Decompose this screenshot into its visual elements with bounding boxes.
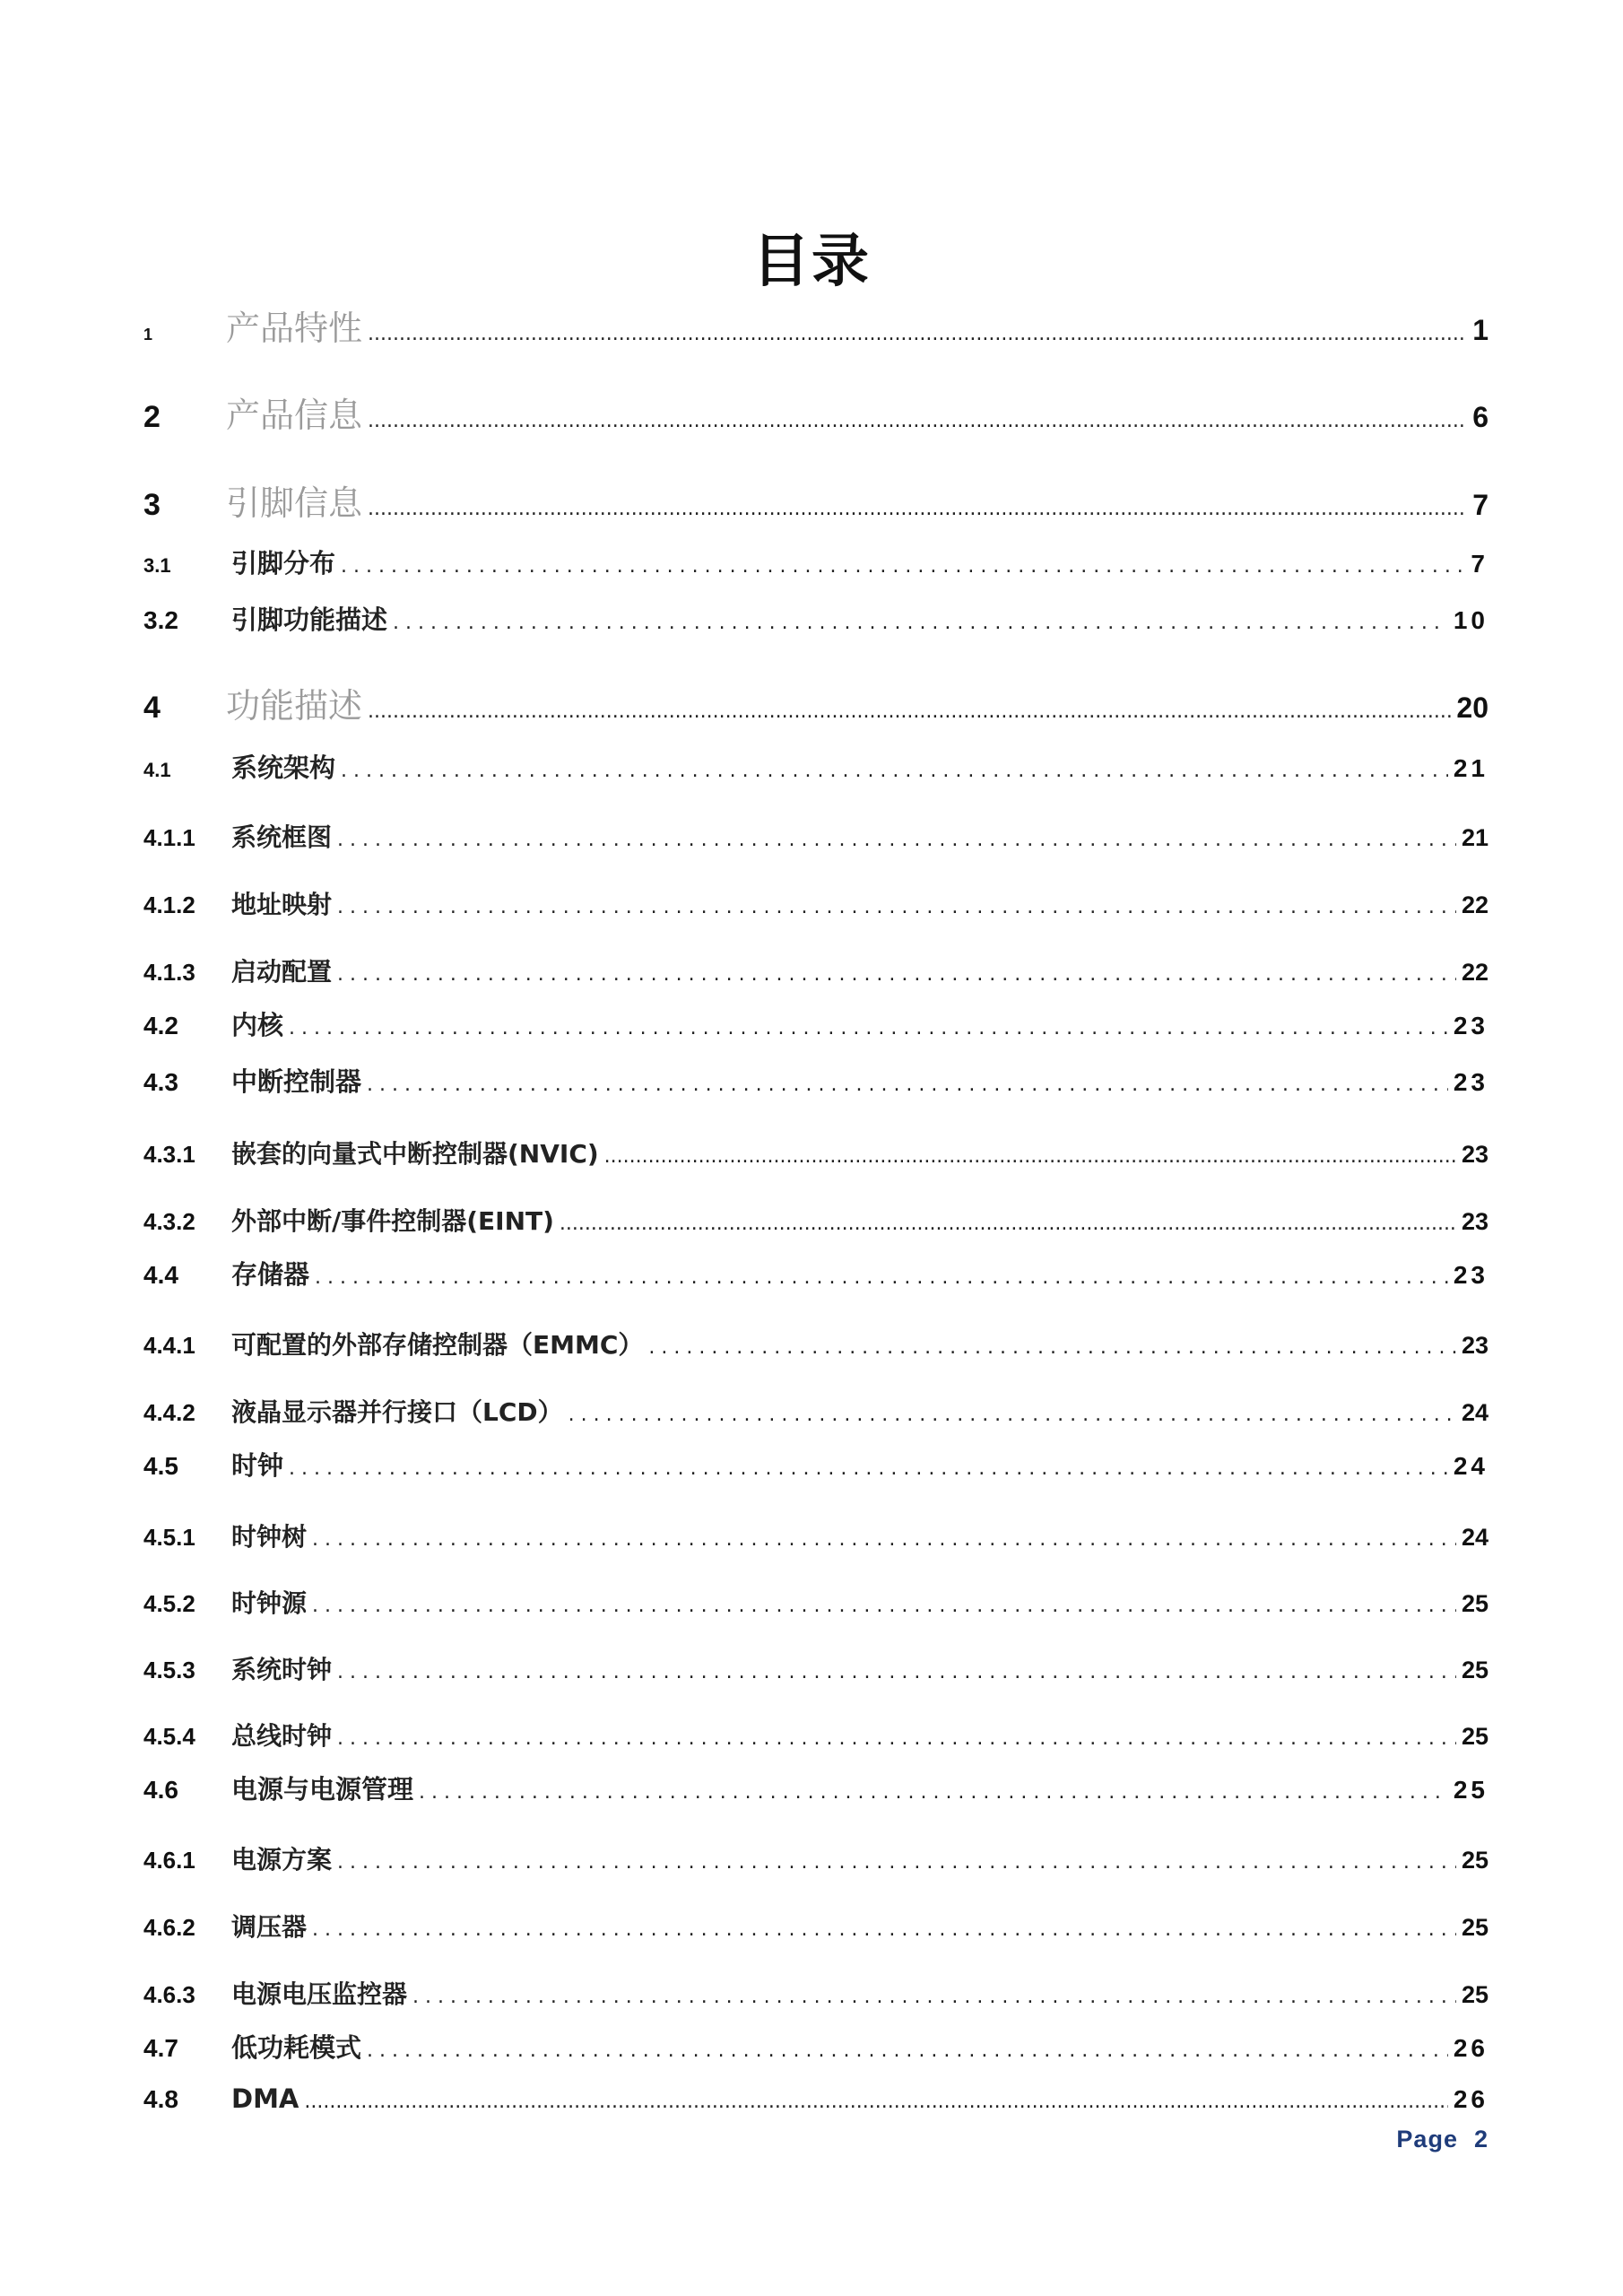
toc-entry-label: 功能描述 bbox=[226, 686, 363, 726]
toc-entry-4-1-1[interactable] bbox=[143, 818, 1488, 854]
toc-entry-label: 时钟树 bbox=[231, 1522, 308, 1552]
toc-entry-number: 4.4 bbox=[143, 1261, 178, 1289]
toc-entry-label: 时钟 bbox=[231, 1450, 284, 1481]
toc-entry-number: 4.4.2 bbox=[143, 1399, 195, 1426]
toc-entry-4-3-1[interactable] bbox=[143, 1135, 1488, 1170]
toc-dot-leader bbox=[304, 2091, 1447, 2113]
table-of-contents bbox=[143, 0, 1488, 2296]
toc-entry-label: 系统框图 bbox=[231, 822, 333, 852]
toc-entry-number: 4.1 bbox=[143, 759, 171, 781]
toc-dot-leader bbox=[368, 700, 1451, 723]
toc-entry-page: 22 bbox=[1461, 959, 1488, 986]
toc-entry-label: 引脚信息 bbox=[226, 483, 363, 523]
toc-entry-number: 3 bbox=[143, 488, 161, 522]
toc-entry-label: 产品信息 bbox=[226, 396, 363, 435]
toc-entry-page: 25 bbox=[1461, 1723, 1488, 1750]
toc-entry-4-2[interactable] bbox=[143, 1005, 1488, 1042]
toc-dot-leader bbox=[289, 1457, 1448, 1480]
toc-entry-label: 调压器 bbox=[231, 1912, 308, 1942]
toc-entry-page: 20 bbox=[1456, 691, 1488, 724]
toc-entry-number: 4.8 bbox=[143, 2085, 178, 2113]
toc-entry-label: 地址映射 bbox=[231, 890, 333, 919]
toc-entry-label: 时钟源 bbox=[231, 1588, 308, 1618]
toc-entry-page: 26 bbox=[1453, 2085, 1488, 2113]
toc-entry-page: 26 bbox=[1453, 2034, 1488, 2062]
toc-entry-number: 4.3.2 bbox=[143, 1208, 195, 1235]
toc-entry-number: 4.6.1 bbox=[143, 1847, 195, 1874]
toc-entry-page: 10 bbox=[1453, 606, 1488, 634]
toc-entry-page: 21 bbox=[1453, 754, 1488, 782]
toc-entry-page: 25 bbox=[1461, 1657, 1488, 1683]
toc-entry-4-5-2[interactable] bbox=[143, 1584, 1488, 1620]
toc-dot-leader bbox=[312, 1918, 1456, 1941]
toc-entry-number: 4.1.1 bbox=[143, 824, 195, 851]
toc-dot-leader bbox=[312, 1528, 1456, 1551]
toc-entry-page: 7 bbox=[1472, 489, 1488, 521]
toc-dot-leader bbox=[337, 963, 1456, 986]
toc-dot-leader bbox=[337, 1727, 1456, 1750]
toc-entry-number: 3.1 bbox=[143, 554, 171, 577]
toc-entry-label: 产品特性 bbox=[226, 309, 363, 348]
toc-dot-leader bbox=[560, 1213, 1456, 1235]
toc-entry-number: 4.5.3 bbox=[143, 1657, 195, 1683]
toc-dot-leader bbox=[337, 829, 1456, 851]
toc-dot-leader bbox=[341, 760, 1448, 782]
toc-entry-label: 电源方案 bbox=[231, 1845, 333, 1874]
toc-entry-4-1-2[interactable] bbox=[143, 885, 1488, 921]
toc-entry-4[interactable] bbox=[143, 678, 1488, 727]
toc-entry-4-5-1[interactable] bbox=[143, 1518, 1488, 1553]
toc-dot-leader bbox=[604, 1145, 1456, 1168]
toc-entry-page: 25 bbox=[1453, 1776, 1488, 1804]
toc-dot-leader bbox=[341, 555, 1465, 578]
toc-entry-page: 25 bbox=[1461, 1914, 1488, 1941]
toc-dot-leader bbox=[393, 612, 1448, 634]
toc-entry-label: 内核 bbox=[231, 1010, 284, 1040]
toc-entry-number: 4.3 bbox=[143, 1068, 178, 1096]
toc-entry-page: 21 bbox=[1461, 824, 1488, 851]
toc-entry-number: 4.1.3 bbox=[143, 959, 195, 986]
toc-entry-number: 4.2 bbox=[143, 1012, 178, 1039]
toc-entry-4-5[interactable] bbox=[143, 1446, 1488, 1483]
toc-entry-page: 23 bbox=[1453, 1261, 1488, 1289]
toc-entry-label: 电源电压监控器 bbox=[231, 1979, 408, 2009]
toc-entry-label: DMA bbox=[231, 2083, 299, 2114]
toc-dot-leader bbox=[337, 1851, 1456, 1874]
toc-entry-label: 液晶显示器并行接口（LCD） bbox=[231, 1397, 563, 1427]
toc-entry-number: 2 bbox=[143, 400, 161, 434]
toc-dot-leader bbox=[367, 2039, 1448, 2062]
toc-dot-leader bbox=[315, 1266, 1448, 1289]
toc-entry-label: 引脚功能描述 bbox=[231, 604, 388, 635]
page-title: 目录 bbox=[752, 229, 871, 295]
toc-entry-number: 4.7 bbox=[143, 2034, 178, 2062]
toc-entry-3[interactable] bbox=[143, 475, 1488, 525]
toc-entry-label: 中断控制器 bbox=[231, 1066, 362, 1097]
toc-entry-number: 1 bbox=[143, 326, 153, 344]
toc-dot-leader bbox=[419, 1781, 1448, 1804]
toc-entry-page: 25 bbox=[1461, 1847, 1488, 1874]
toc-entry-page: 24 bbox=[1461, 1524, 1488, 1551]
toc-entry-label: 外部中断/事件控制器(EINT) bbox=[231, 1206, 554, 1236]
toc-entry-label: 低功耗模式 bbox=[231, 2032, 362, 2063]
toc-dot-leader bbox=[648, 1336, 1456, 1359]
toc-entry-4-5-3[interactable] bbox=[143, 1650, 1488, 1686]
toc-entry-number: 4.5.4 bbox=[143, 1723, 195, 1750]
toc-entry-page: 22 bbox=[1461, 891, 1488, 918]
toc-dot-leader bbox=[368, 323, 1467, 345]
toc-entry-label: 存储器 bbox=[231, 1259, 310, 1290]
toc-entry-page: 24 bbox=[1453, 1452, 1488, 1480]
toc-entry-4-6-3[interactable] bbox=[143, 1975, 1488, 2011]
toc-entry-number: 4.6 bbox=[143, 1776, 178, 1804]
toc-entry-4-1[interactable] bbox=[143, 748, 1488, 785]
toc-entry-page: 23 bbox=[1461, 1141, 1488, 1168]
toc-entry-number: 4.6.3 bbox=[143, 1981, 195, 2008]
toc-entry-4-6[interactable] bbox=[143, 1770, 1488, 1806]
toc-entry-number: 4.5.1 bbox=[143, 1524, 195, 1551]
footer-page-label: Page bbox=[1396, 2126, 1458, 2152]
toc-entry-page: 23 bbox=[1453, 1068, 1488, 1096]
toc-dot-leader bbox=[337, 896, 1456, 918]
toc-entry-4-6-1[interactable] bbox=[143, 1840, 1488, 1876]
toc-entry-page: 25 bbox=[1461, 1590, 1488, 1617]
toc-entry-label: 嵌套的向量式中断控制器(NVIC) bbox=[231, 1139, 599, 1169]
toc-entry-3-1[interactable] bbox=[143, 544, 1488, 580]
toc-entry-2[interactable] bbox=[143, 387, 1488, 437]
toc-entry-4-4-1[interactable] bbox=[143, 1326, 1488, 1361]
toc-entry-label: 系统时钟 bbox=[231, 1655, 333, 1684]
toc-entry-label: 电源与电源管理 bbox=[231, 1774, 414, 1805]
toc-entry-1[interactable] bbox=[143, 300, 1488, 350]
toc-entry-page: 6 bbox=[1472, 401, 1488, 433]
toc-entry-page: 23 bbox=[1461, 1332, 1488, 1359]
toc-entry-4-7[interactable] bbox=[143, 2028, 1488, 2065]
toc-entry-page: 25 bbox=[1461, 1981, 1488, 2008]
footer-page-number: 2 bbox=[1473, 2126, 1488, 2152]
toc-dot-leader bbox=[568, 1404, 1456, 1426]
toc-entry-label: 启动配置 bbox=[231, 957, 333, 987]
page-footer bbox=[1396, 2126, 1488, 2153]
toc-entry-number: 3.2 bbox=[143, 606, 178, 634]
toc-entry-page: 23 bbox=[1453, 1012, 1488, 1039]
toc-entry-label: 引脚分布 bbox=[231, 548, 336, 578]
toc-entry-4-4-2[interactable] bbox=[143, 1393, 1488, 1429]
toc-entry-number: 4.5.2 bbox=[143, 1590, 195, 1617]
toc-dot-leader bbox=[412, 1986, 1456, 2008]
toc-entry-number: 4.5 bbox=[143, 1452, 178, 1480]
toc-entry-label: 总线时钟 bbox=[231, 1721, 333, 1751]
toc-entry-page: 23 bbox=[1461, 1208, 1488, 1235]
toc-entry-page: 24 bbox=[1461, 1399, 1488, 1426]
toc-entry-number: 4 bbox=[143, 691, 161, 725]
toc-dot-leader bbox=[337, 1661, 1456, 1683]
toc-entry-4-3[interactable] bbox=[143, 1062, 1488, 1099]
toc-dot-leader bbox=[367, 1074, 1448, 1096]
toc-entry-label: 系统架构 bbox=[231, 752, 336, 783]
toc-dot-leader bbox=[312, 1595, 1456, 1617]
toc-entry-4-5-4[interactable] bbox=[143, 1717, 1488, 1752]
toc-dot-leader bbox=[368, 410, 1467, 432]
toc-entry-number: 4.6.2 bbox=[143, 1914, 195, 1941]
toc-entry-label: 可配置的外部存储控制器（EMMC） bbox=[231, 1330, 644, 1360]
toc-entry-3-2[interactable] bbox=[143, 600, 1488, 637]
toc-entry-4-1-3[interactable] bbox=[143, 952, 1488, 988]
toc-entry-4-4[interactable] bbox=[143, 1255, 1488, 1292]
toc-dot-leader bbox=[368, 498, 1467, 520]
toc-dot-leader bbox=[289, 1017, 1448, 1039]
toc-entry-number: 4.4.1 bbox=[143, 1332, 195, 1359]
toc-entry-4-6-2[interactable] bbox=[143, 1908, 1488, 1944]
toc-entry-page: 1 bbox=[1472, 314, 1488, 346]
toc-entry-4-8[interactable] bbox=[143, 2083, 1488, 2114]
toc-entry-number: 4.1.2 bbox=[143, 891, 195, 918]
toc-entry-page: 7 bbox=[1471, 550, 1488, 578]
toc-entry-number: 4.3.1 bbox=[143, 1141, 195, 1168]
toc-entry-4-3-2[interactable] bbox=[143, 1202, 1488, 1238]
